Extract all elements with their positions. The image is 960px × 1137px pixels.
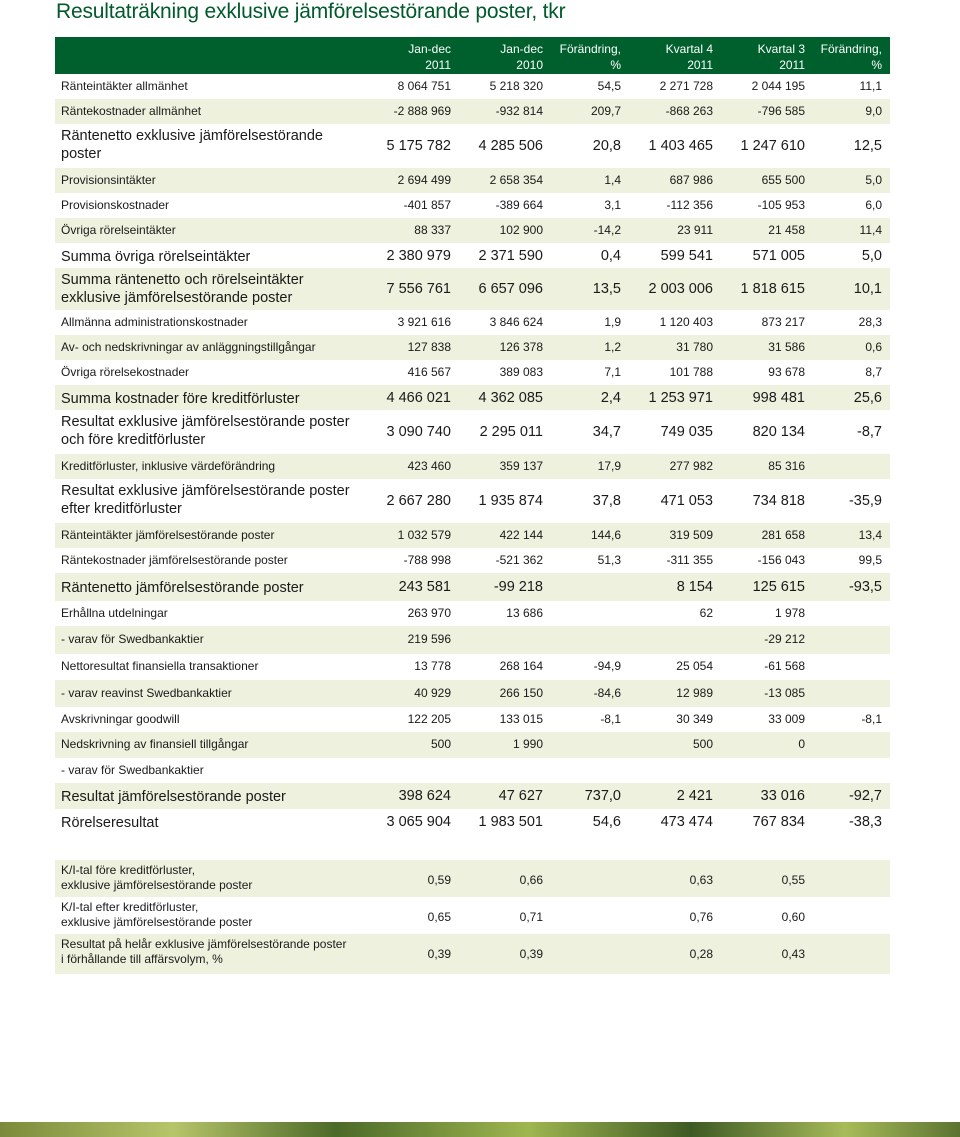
table-cell: 20,8 [592, 138, 621, 154]
table-cell: 101 788 [669, 364, 713, 379]
table-row [55, 385, 890, 410]
table-cell: -389 664 [495, 197, 543, 212]
table-cell: -35,9 [848, 493, 882, 509]
row-label: Övriga rörelseintäkter [61, 222, 176, 237]
row-label: Allmänna administrationskostnader [61, 314, 248, 329]
table-cell: 13 778 [414, 659, 451, 673]
kpi-value: 0,65 [427, 910, 451, 924]
table-cell: 1 818 615 [740, 281, 805, 297]
table-cell: 687 986 [669, 172, 713, 187]
table-cell: 31 780 [676, 339, 713, 354]
table-cell: 54,6 [592, 813, 621, 830]
row-label: Erhållna utdelningar [61, 605, 168, 620]
table-cell: 263 970 [407, 605, 451, 620]
row-label: Nedskrivning av finansiell tillgångar [61, 737, 249, 751]
table-cell: -105 953 [757, 197, 805, 212]
table-cell: -92,7 [848, 788, 882, 804]
table-cell: -156 043 [757, 552, 805, 567]
table-cell: 998 481 [752, 389, 805, 406]
kpi-value: 0,39 [519, 947, 543, 961]
col-header: Jan-dec 2010 [500, 42, 543, 72]
table-cell: 0,6 [865, 339, 882, 354]
table-row [55, 74, 890, 99]
table-cell: 25,6 [853, 389, 882, 406]
table-row [55, 758, 890, 783]
table-cell: 749 035 [660, 424, 713, 440]
table-row [55, 707, 890, 732]
table-cell: 767 834 [752, 813, 805, 830]
kpi-value: 0,76 [689, 910, 713, 924]
table-cell: 416 567 [407, 364, 451, 379]
kpi-row [55, 897, 890, 934]
table-row [55, 124, 890, 168]
table-cell: -401 857 [403, 197, 451, 212]
table-cell: -112 356 [666, 197, 713, 212]
kpi-value: 0,28 [689, 947, 713, 961]
table-cell: 1 253 971 [648, 389, 713, 406]
table-cell: 11,1 [859, 78, 882, 93]
kpi-row [55, 860, 890, 897]
table-cell: 398 624 [398, 788, 451, 804]
table-row [55, 479, 890, 523]
table-row [55, 732, 890, 758]
table-cell: 2 380 979 [386, 247, 451, 264]
table-cell: -84,6 [593, 685, 621, 700]
col-header: Förändring, % [820, 42, 882, 72]
table-cell: -788 998 [403, 552, 451, 567]
table-cell: 6 657 096 [478, 281, 543, 297]
row-label: Räntenetto jämförelsestörande poster [61, 580, 304, 596]
table-cell: 13 686 [506, 605, 543, 620]
table-cell: 319 509 [669, 527, 713, 542]
table-header [55, 37, 890, 74]
table-cell: 3 921 616 [397, 314, 451, 329]
table-cell: 0,4 [600, 247, 621, 264]
table-cell: 1,4 [604, 172, 621, 187]
table-cell: 33 016 [760, 788, 805, 804]
table-cell: 1 990 [512, 737, 543, 751]
table-cell: 102 900 [499, 222, 543, 237]
row-label: Provisionsintäkter [61, 172, 156, 187]
income-statement-table [55, 37, 890, 834]
table-cell: 13,5 [592, 281, 621, 297]
table-cell: 1,9 [604, 314, 621, 329]
row-label: Avskrivningar goodwill [61, 711, 180, 726]
row-label: - varav för Swedbankaktier [61, 762, 204, 777]
table-cell: -868 263 [665, 103, 713, 118]
table-row [55, 168, 890, 193]
table-cell: -13 085 [764, 685, 805, 700]
table-cell: -38,3 [848, 813, 882, 830]
table-cell: 10,1 [853, 281, 882, 297]
table-cell: -2 888 969 [393, 103, 451, 118]
table-cell: 2 044 195 [751, 78, 805, 93]
table-cell: 85 316 [768, 458, 805, 473]
kpi-label: Resultat på helår exklusive jämförelsestörande poster i förhållande till affärsvolym, % [61, 937, 347, 966]
table-cell: 5,0 [865, 172, 882, 187]
table-cell: 127 838 [407, 339, 451, 354]
table-cell: 2 371 590 [478, 247, 543, 264]
table-cell: -61 568 [764, 659, 805, 673]
table-cell: 4 285 506 [478, 138, 543, 154]
table-cell: 0 [798, 737, 805, 751]
table-cell: 389 083 [499, 364, 543, 379]
table-cell: 423 460 [407, 458, 451, 473]
table-cell: 144,6 [590, 527, 621, 542]
kpi-value: 0,71 [519, 910, 543, 924]
table-cell: -8,7 [857, 424, 882, 440]
row-label: Summa räntenetto och rörelseintäkter exklusive jämförelsestörande poster [61, 272, 304, 306]
table-cell: 5 175 782 [386, 138, 451, 154]
table-cell: 2,4 [600, 389, 621, 406]
table-cell: 93 678 [768, 364, 805, 379]
table-cell: -311 355 [666, 552, 713, 567]
table-cell: 8,7 [865, 364, 882, 379]
table-cell: 17,9 [597, 458, 621, 473]
table-cell: 2 658 354 [489, 172, 543, 187]
kpi-value: 0,63 [689, 873, 713, 887]
table-cell: 11,4 [859, 222, 882, 237]
table-cell: 126 378 [499, 339, 543, 354]
table-cell: 12 989 [676, 685, 713, 700]
table-cell: 1,2 [604, 339, 621, 354]
table-cell: -932 814 [495, 103, 543, 118]
table-cell: 3 065 904 [386, 813, 451, 830]
table-cell: 133 015 [499, 711, 543, 726]
row-label: Resultat exklusive jämförelsestörande poster och före kreditförluster [61, 414, 350, 448]
table-row [55, 193, 890, 218]
row-label: Rörelseresultat [61, 814, 159, 831]
table-cell: 25 054 [676, 659, 713, 673]
table-cell: 31 586 [768, 339, 805, 354]
row-label: Resultat exklusive jämförelsestörande poster efter kreditförluster [61, 483, 350, 517]
table-row [55, 783, 890, 809]
table-cell: 1 978 [774, 605, 805, 620]
table-cell: 820 134 [752, 424, 805, 440]
table-cell: 422 144 [499, 527, 543, 542]
table-cell: 62 [699, 605, 713, 620]
table-row [55, 268, 890, 310]
table-cell: 219 596 [407, 632, 451, 646]
table-cell: 473 474 [660, 813, 713, 830]
table-cell: 734 818 [752, 493, 805, 509]
table-row [55, 601, 890, 626]
table-cell: -521 362 [495, 552, 543, 567]
table-row [55, 654, 890, 680]
table-cell: -29 212 [764, 632, 805, 646]
table-row [55, 243, 890, 268]
table-cell: 5,0 [861, 247, 882, 264]
table-row [55, 99, 890, 124]
table-cell: 28,3 [858, 314, 882, 329]
table-row [55, 573, 890, 601]
row-label: Ränteintäkter allmänhet [61, 78, 188, 93]
table-cell: -93,5 [848, 579, 882, 595]
table-cell: 12,5 [853, 138, 882, 154]
table-cell: 6,0 [865, 197, 882, 212]
table-cell: 7,1 [604, 364, 621, 379]
kpi-value: 0,55 [781, 873, 805, 887]
table-cell: -99 218 [493, 579, 543, 595]
kpi-value: 0,59 [427, 873, 451, 887]
table-row [55, 809, 890, 834]
row-label: Ränteintäkter jämförelsestörande poster [61, 527, 275, 542]
table-cell: 277 982 [669, 458, 713, 473]
row-label: Räntekostnader jämförelsestörande poster [61, 552, 288, 567]
kpi-value: 0,39 [427, 947, 451, 961]
row-label: Övriga rörelsekostnader [61, 364, 190, 379]
table-cell: 51,3 [597, 552, 621, 567]
table-cell: -796 585 [757, 103, 805, 118]
table-cell: 21 458 [768, 222, 805, 237]
table-row [55, 360, 890, 385]
row-label: Summa övriga rörelseintäkter [61, 248, 251, 265]
table-cell: 33 009 [768, 711, 805, 726]
kpi-label: K/I-tal efter kreditförluster, exklusive jämförelsestörande poster [61, 900, 253, 929]
table-row [55, 548, 890, 573]
table-cell: 47 627 [498, 788, 543, 804]
table-cell: 655 500 [761, 172, 805, 187]
table-cell: -8,1 [861, 711, 882, 726]
row-label: - varav för Swedbankaktier [61, 632, 204, 646]
table-cell: 500 [430, 737, 451, 751]
row-label: - varav reavinst Swedbankaktier [61, 685, 232, 700]
table-cell: 359 137 [499, 458, 543, 473]
table-row [55, 680, 890, 707]
row-label: Kreditförluster, inklusive värdeförändring [61, 458, 276, 473]
table-cell: 1 935 874 [478, 493, 543, 509]
table-cell: 1 403 465 [648, 138, 713, 154]
table-cell: 1 247 610 [740, 138, 805, 154]
table-row [55, 410, 890, 454]
table-cell: 5 218 320 [489, 78, 543, 93]
table-cell: 281 658 [761, 527, 805, 542]
table-cell: 7 556 761 [386, 281, 451, 297]
row-label: Räntenetto exklusive jämförelsestörande poster [61, 128, 323, 162]
table-cell: 2 003 006 [648, 281, 713, 297]
table-row [55, 310, 890, 335]
table-cell: 737,0 [584, 788, 621, 804]
row-label: Nettoresultat finansiella transaktioner [61, 659, 259, 673]
table-cell: -8,1 [600, 711, 621, 726]
table-cell: 4 466 021 [386, 389, 451, 406]
row-label: Provisionskostnader [61, 197, 170, 212]
table-cell: 266 150 [499, 685, 543, 700]
table-cell: 500 [692, 737, 713, 751]
kpi-label: K/I-tal före kreditförluster, exklusive jämförelsestörande poster [61, 863, 253, 892]
row-label: Summa kostnader före kreditförluster [61, 390, 300, 407]
col-header: Förändring, % [559, 42, 621, 72]
kpi-value: 0,43 [781, 947, 805, 961]
kpi-value: 0,66 [519, 873, 543, 887]
kpi-value: 0,60 [781, 910, 805, 924]
table-cell: 99,5 [858, 552, 882, 567]
table-cell: 9,0 [865, 103, 882, 118]
table-cell: 88 337 [414, 222, 451, 237]
table-cell: 3 090 740 [386, 424, 451, 440]
table-cell: 2 421 [676, 788, 713, 804]
table-cell: 54,5 [597, 78, 621, 93]
col-header: Kvartal 4 2011 [665, 42, 713, 72]
table-cell: 243 581 [398, 579, 451, 595]
table-cell: 268 164 [499, 659, 543, 673]
table-cell: 8 064 751 [397, 78, 451, 93]
table-cell: 30 349 [676, 711, 713, 726]
table-cell: 3,1 [604, 197, 621, 212]
table-row [55, 335, 890, 360]
table-cell: 471 053 [660, 493, 713, 509]
table-cell: 2 271 728 [659, 78, 713, 93]
table-cell: 2 694 499 [397, 172, 451, 187]
table-cell: 2 295 011 [479, 424, 543, 440]
table-cell: 571 005 [752, 247, 805, 264]
page-title: Resultaträkning exklusive jämförelsestörande poster, tkr [56, 0, 566, 23]
table-cell: 209,7 [590, 103, 621, 118]
table-cell: 599 541 [660, 247, 713, 264]
table-cell: 40 929 [414, 685, 451, 700]
table-cell: 34,7 [592, 424, 621, 440]
table-cell: -14,2 [593, 222, 621, 237]
table-cell: 4 362 085 [478, 389, 543, 406]
table-cell: 37,8 [592, 493, 621, 509]
col-header: Jan-dec 2011 [408, 42, 451, 72]
table-cell: 3 846 624 [489, 314, 543, 329]
table-cell: 1 983 501 [478, 813, 543, 830]
col-header: Kvartal 3 2011 [757, 42, 805, 72]
table-cell: 23 911 [677, 222, 713, 237]
table-row [55, 626, 890, 654]
decorative-footer-image [0, 1122, 960, 1137]
table-cell: 1 032 579 [397, 527, 451, 542]
table-row [55, 523, 890, 548]
table-cell: 1 120 403 [659, 314, 713, 329]
table-row [55, 218, 890, 243]
table-cell: 122 205 [407, 711, 451, 726]
table-cell: 873 217 [761, 314, 805, 329]
row-label: Räntekostnader allmänhet [61, 103, 202, 118]
kpi-row [55, 934, 890, 974]
table-cell: -94,9 [593, 659, 621, 673]
table-cell: 8 154 [676, 579, 713, 595]
row-label: Av- och nedskrivningar av anläggningstillgångar [61, 339, 316, 354]
table-cell: 125 615 [752, 579, 805, 595]
kpi-table [55, 860, 890, 974]
table-cell: 13,4 [858, 527, 882, 542]
table-row [55, 454, 890, 479]
row-label: Resultat jämförelsestörande poster [61, 789, 286, 805]
table-cell: 2 667 280 [386, 493, 451, 509]
